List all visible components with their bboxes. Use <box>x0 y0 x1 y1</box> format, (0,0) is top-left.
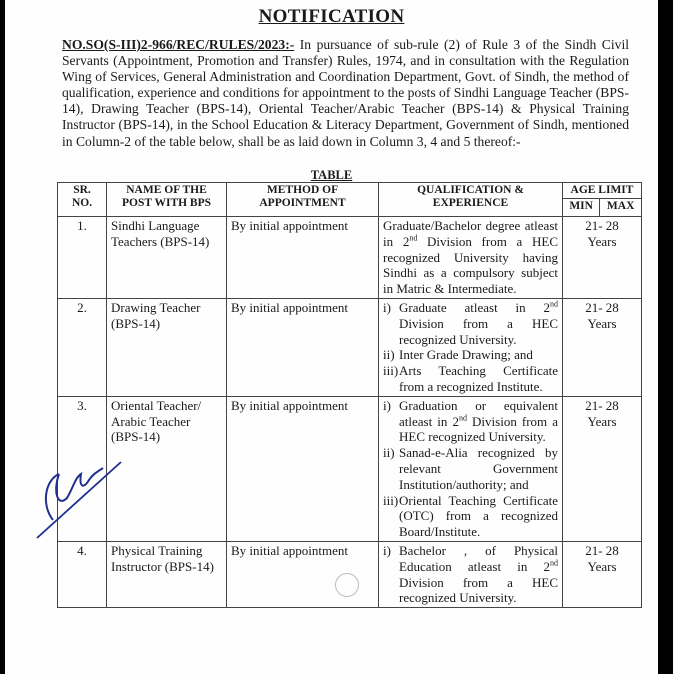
qualification-item-number: iii) <box>383 492 399 508</box>
row-method: By initial appointment <box>227 217 379 299</box>
qualification-text-post: Division from a HEC recognized University. <box>399 413 558 445</box>
header-age-min: MIN <box>563 199 600 217</box>
row-sr-no: 1. <box>58 217 107 299</box>
table-row <box>58 298 642 396</box>
table-body <box>58 217 642 608</box>
ordinal-suffix: nd <box>458 413 467 423</box>
notification-title: NOTIFICATION <box>258 6 405 27</box>
row-qualification <box>379 217 563 299</box>
qualification-item <box>383 347 558 363</box>
row-method: By initial appointment <box>227 298 379 396</box>
age-range: 21- 28 <box>585 397 619 413</box>
age-unit: Years <box>587 558 617 574</box>
table-row <box>58 217 642 299</box>
age-range: 21- 28 <box>585 299 619 315</box>
row-post-name: Oriental Teacher/ Arabic Teacher (BPS-14) <box>107 396 227 541</box>
qualification-item <box>383 398 558 445</box>
row-qualification <box>379 298 563 396</box>
row-method: By initial appointment <box>227 541 379 607</box>
posts-table <box>57 182 642 608</box>
qualification-item <box>383 300 558 347</box>
qualification-item-number: ii) <box>383 445 395 461</box>
row-age-limit <box>563 298 642 396</box>
row-age-limit <box>563 396 642 541</box>
row-sr-no: 4. <box>58 541 107 607</box>
qualification-item-number: iii) <box>383 363 399 379</box>
qualification-item-number: ii) <box>383 347 395 363</box>
header-method: METHOD OF APPOINTMENT <box>227 183 379 217</box>
qualification-item-number: i) <box>383 397 391 413</box>
qualification-item-text <box>399 347 558 363</box>
body-text: In pursuance of sub-rule (2) of Rule 3 of the Sindh Civil Servants (Appointment, Promotion and Transfer) Rules, 1974, and in consultation with the Regulation Wing of Services, General Administration and Coordination Department, Govt. of Sindh, the method of qualification, experience and conditions for appointment to the posts of Sindhi Language Teacher (BPS-14), Drawing Teacher (BPS-14), Oriental Teacher/Arabic Teacher (BPS-14) & Physical Training Instructor (BPS-14), in the School Education & Literacy Department, Government of Sindh, mentioned in Column-2 of the table below, shall be as laid down in Column 3, 4 and 5 thereof:- <box>62 37 629 149</box>
age-range: 21- 28 <box>585 218 619 233</box>
age-unit: Years <box>587 233 617 249</box>
qualification-text-post: Division from a HEC recognized University having Sindhi as a compulsory subject in Matric & Intermediate. <box>383 233 558 297</box>
header-post-name: NAME OF THE POST WITH BPS <box>107 183 227 217</box>
qualification-text-pre: Bachelor , of Physical Education atleast in 2 <box>399 542 558 574</box>
qualification-item-text <box>399 363 558 395</box>
row-sr-no: 2. <box>58 298 107 396</box>
document-page <box>5 0 658 674</box>
qualification-item-text <box>399 543 558 606</box>
qualification-text-post: Division from a HEC recognized University. <box>399 574 558 606</box>
ordinal-suffix: nd <box>409 233 418 243</box>
qualification-item-text <box>399 398 558 445</box>
table-caption: TABLE <box>310 168 353 182</box>
qualification-item <box>383 543 558 606</box>
qualification-item-text <box>399 493 558 540</box>
header-qualification: QUALIFICATION & EXPERIENCE <box>379 183 563 217</box>
reference-number: NO.SO(S-III)2-966/REC/RULES/2023:- <box>62 37 295 52</box>
header-age-max: MAX <box>600 199 642 217</box>
qualification-item-number: i) <box>383 299 391 315</box>
stamp-circle-icon <box>335 573 359 597</box>
qualification-item-text <box>399 445 558 492</box>
row-age-limit <box>563 217 642 299</box>
row-post-name: Physical Training Instructor (BPS-14) <box>107 541 227 607</box>
qualification-item-number: i) <box>383 542 391 558</box>
qualification-text-pre: Sanad-e-Alia recognized by relevant Government Institution/authority; and <box>399 445 558 492</box>
qualification-item <box>383 363 558 395</box>
qualification-text-pre: Graduation or equivalent atleast in 2 <box>399 397 558 429</box>
ordinal-suffix: nd <box>550 299 558 309</box>
qualification-text-pre: Graduate/Bachelor degree atleast in 2 <box>383 218 558 249</box>
row-qualification <box>379 396 563 541</box>
table-header-row <box>58 183 642 199</box>
header-age-limit: AGE LIMIT <box>563 183 642 199</box>
age-unit: Years <box>587 413 617 429</box>
row-qualification <box>379 541 563 607</box>
qualification-text-pre: Oriental Teaching Certificate (OTC) from a recognized Board/Institute. <box>399 492 558 540</box>
ordinal-suffix: nd <box>550 558 558 568</box>
qualification-item <box>383 218 558 297</box>
row-method: By initial appointment <box>227 396 379 541</box>
row-post-name: Sindhi Language Teachers (BPS-14) <box>107 217 227 299</box>
qualification-text-pre: Graduate atleast in 2 <box>399 299 550 315</box>
row-post-name: Drawing Teacher (BPS-14) <box>107 298 227 396</box>
qualification-item <box>383 445 558 492</box>
age-range: 21- 28 <box>585 542 619 558</box>
header-sr-no: SR. NO. <box>58 183 107 217</box>
qualification-item <box>383 493 558 540</box>
qualification-item-text <box>399 300 558 347</box>
qualification-text-pre: Arts Teaching Certificate from a recognized Institute. <box>399 363 558 394</box>
row-sr-no: 3. <box>58 396 107 541</box>
qualification-text-pre: Inter Grade Drawing; and <box>399 347 533 363</box>
row-age-limit <box>563 541 642 607</box>
table-row <box>58 396 642 541</box>
age-unit: Years <box>587 315 617 331</box>
qualification-text-post: Division from a HEC recognized University. <box>399 315 558 347</box>
signature-icon <box>23 460 123 540</box>
notification-body <box>62 37 629 150</box>
qualification-item-text <box>383 218 558 297</box>
